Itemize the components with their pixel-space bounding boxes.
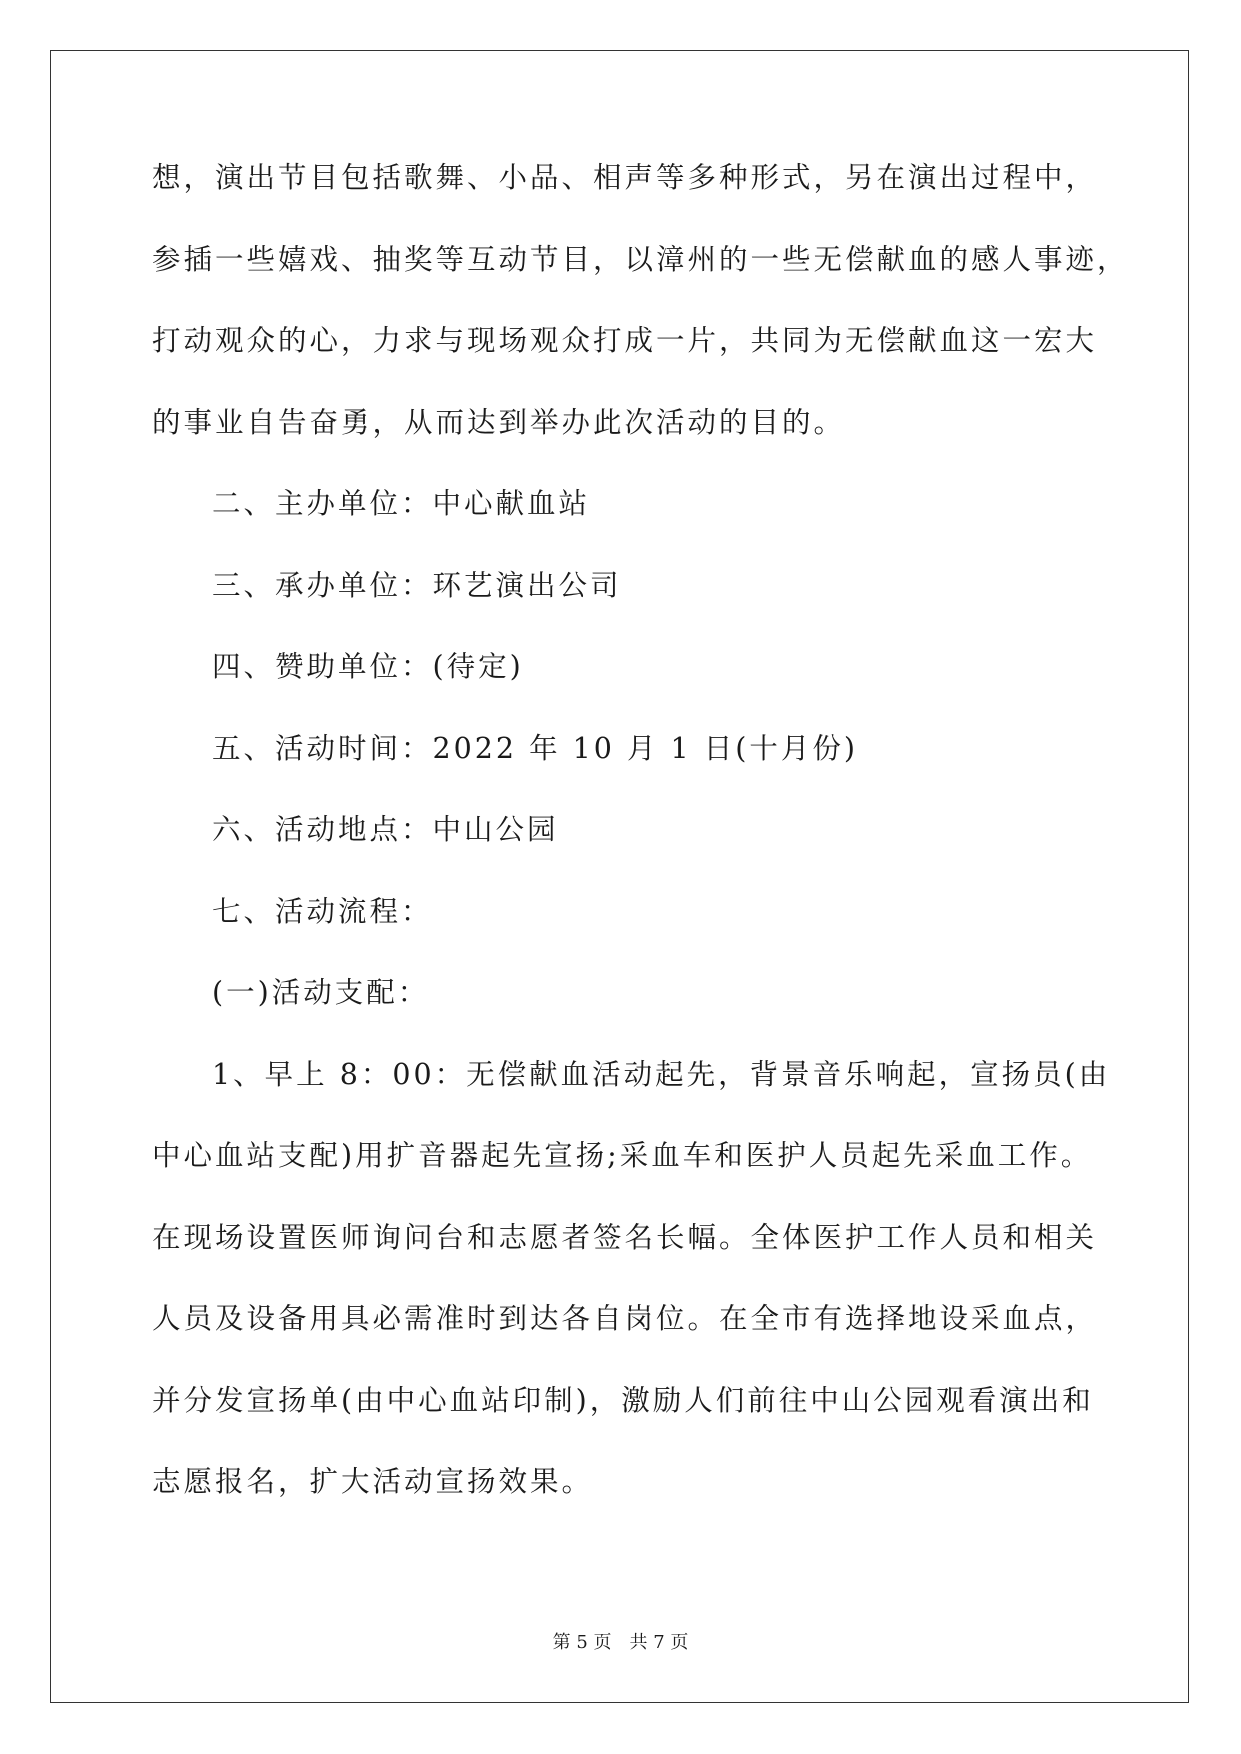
text-line: 中心血站支配)用扩音器起先宣扬;采血车和医护人员起先采血工作。 [152, 1139, 1093, 1172]
text-line: 打动观众的心，力求与现场观众打成一片，共同为无偿献血这一宏大 [152, 324, 1098, 357]
subsection-arrangement: (一)活动支配： [212, 976, 430, 1009]
section-time: 五、活动时间：2022 年 10 月 1 日(十月份) [212, 731, 858, 765]
section-sponsor: 四、赞助单位：(待定) [212, 650, 524, 683]
text-line: 想，演出节目包括歌舞、小品、相声等多种形式，另在演出过程中， [152, 161, 1098, 194]
section-process: 七、活动流程： [212, 894, 433, 928]
text-line: 并分发宣扬单(由中心血站印制)，激励人们前往中山公园观看演出和 [152, 1383, 1094, 1417]
section-location: 六、活动地点：中山公园 [212, 813, 559, 846]
page-number: 第 5 页 共 7 页 [552, 1632, 689, 1653]
section-organizer: 二、主办单位：中心献血站 [212, 487, 591, 520]
text-line: 在现场设置医师询问台和志愿者签名长幅。全体医护工作人员和相关 [152, 1220, 1098, 1254]
list-item-1: 1、早上 8：00：无偿献血活动起先，背景音乐响起，宣扬员(由 [212, 1057, 1111, 1091]
text-line: 人员及设备用具必需准时到达各自岗位。在全市有选择地设采血点， [152, 1302, 1098, 1335]
text-line: 志愿报名，扩大活动宣扬效果。 [152, 1465, 594, 1498]
text-line: 的事业自告奋勇，从而达到举办此次活动的目的。 [152, 405, 846, 439]
text-line: 参插一些嬉戏、抽奖等互动节目，以漳州的一些无偿献血的感人事迹， [152, 242, 1129, 276]
section-contractor: 三、承办单位：环艺演出公司 [212, 568, 622, 602]
document-body [152, 158, 1129, 1544]
